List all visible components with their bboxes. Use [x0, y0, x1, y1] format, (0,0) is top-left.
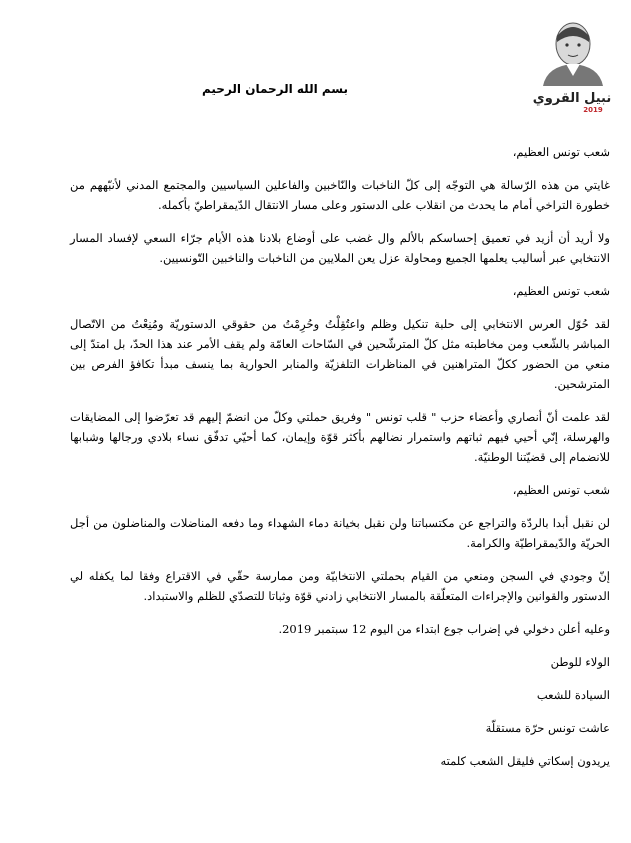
closing-line: السيادة للشعب: [536, 688, 610, 702]
basmala-heading: بسم الله الرحمان الرحيم: [201, 82, 349, 96]
paragraph: لقد حُوّل العرس الانتخابي إلى حلبة تنكيل وظلم واعتُقِلْتُ وحُرِمْتُ من حقوقي الدستوريّة ومُنِعْتُ من الاتّصال المباشر بالشّعب ومن مخاطبته مثل كلّ المترشّحين في السّاحات العامّة ولم يقف الأمر عند هذا الحدّ، بل امتدّ إلى منعي من الحضور ككلّ المتراهنين في المناظرات التلفزيّة والمنابر الحوارية بما ينسف مبدأ تكافؤ الفرص بين المترشحين.: [70, 317, 610, 391]
paragraph: ولا أريد أن أزيد في تعميق إحساسكم بالألم وال غضب على أوضاع بلادنا هذه الأيام جرّاء السعي لإفساد المسار الانتخابي عبر أساليب يعلمها الجميع ومحاولة عزل يعن الملايين من الناخبات والناخبين التّونسيين.: [70, 231, 610, 265]
closing-line: يريدون إسكاتي فليقل الشعب كلمته: [440, 754, 610, 768]
paragraph: لن نقبل أبدا بالردّة والتراجع عن مكتسباتنا ولن نقبل بخيانة دماء الشهداء وما دفعه المناضلات والمناضلون من أجل الحريّة والدّيمقراطيّة والكرامة.: [70, 516, 610, 550]
logo-name-text: نبيل القروي: [533, 91, 611, 106]
closing-line: عاشت تونس حرّة مستقلّة: [485, 721, 610, 735]
logo-year-text: 2019: [583, 106, 603, 114]
paragraph: إنّ وجودي في السجن ومنعي من القيام بحملتي الانتخابيّة ومن ممارسة حقّي في الاقتراع وفقا لما يكفله لي الدستور والقوانين والإجراءات المتعلّقة بالمسار الانتخابي زادني قوّة وثباتا للتصدّي للظلم والاستبداد.: [70, 569, 611, 603]
salutation: شعب تونس العظيم،: [512, 483, 610, 497]
paragraph: غايتي من هذه الرّسالة هي التوجّه إلى كلّ الناخبات والنّاخبين والفاعلين السياسيين والمجتمع المدني لأنبّههم من خطورة التراخي أمام ما يحدث من انقلاب على الدستور وعلى مسار الانتقال الدّيمقراطيّ بأكمله.: [70, 178, 610, 212]
paragraph: لقد علمت أنّ أنصاري وأعضاء حزب " قلب تونس " وفريق حملتي وكلّ من انضمّ إليهم قد تعرّضوا إلى المضايقات والهرسلة، إنّي أحيي فيهم ثباتهم واستمرار نضالهم بأكثر قوّة وإيمان، كما أحيّي تدفّق نساء بلادي ورجالها وشبابها للانضمام إلى قضيّتنا الوطنيّة.: [70, 410, 610, 464]
paragraph: وعليه أعلن دخولي في إضراب جوع ابتداء من اليوم 12 سبتمبر 2019.: [278, 622, 610, 636]
salutation: شعب تونس العظيم،: [512, 284, 610, 298]
letter-body: [70, 142, 610, 784]
candidate-portrait-icon: [533, 14, 611, 114]
closing-line: الولاء للوطن: [550, 655, 610, 669]
candidate-logo: [533, 14, 611, 114]
salutation: شعب تونس العظيم،: [512, 145, 610, 159]
